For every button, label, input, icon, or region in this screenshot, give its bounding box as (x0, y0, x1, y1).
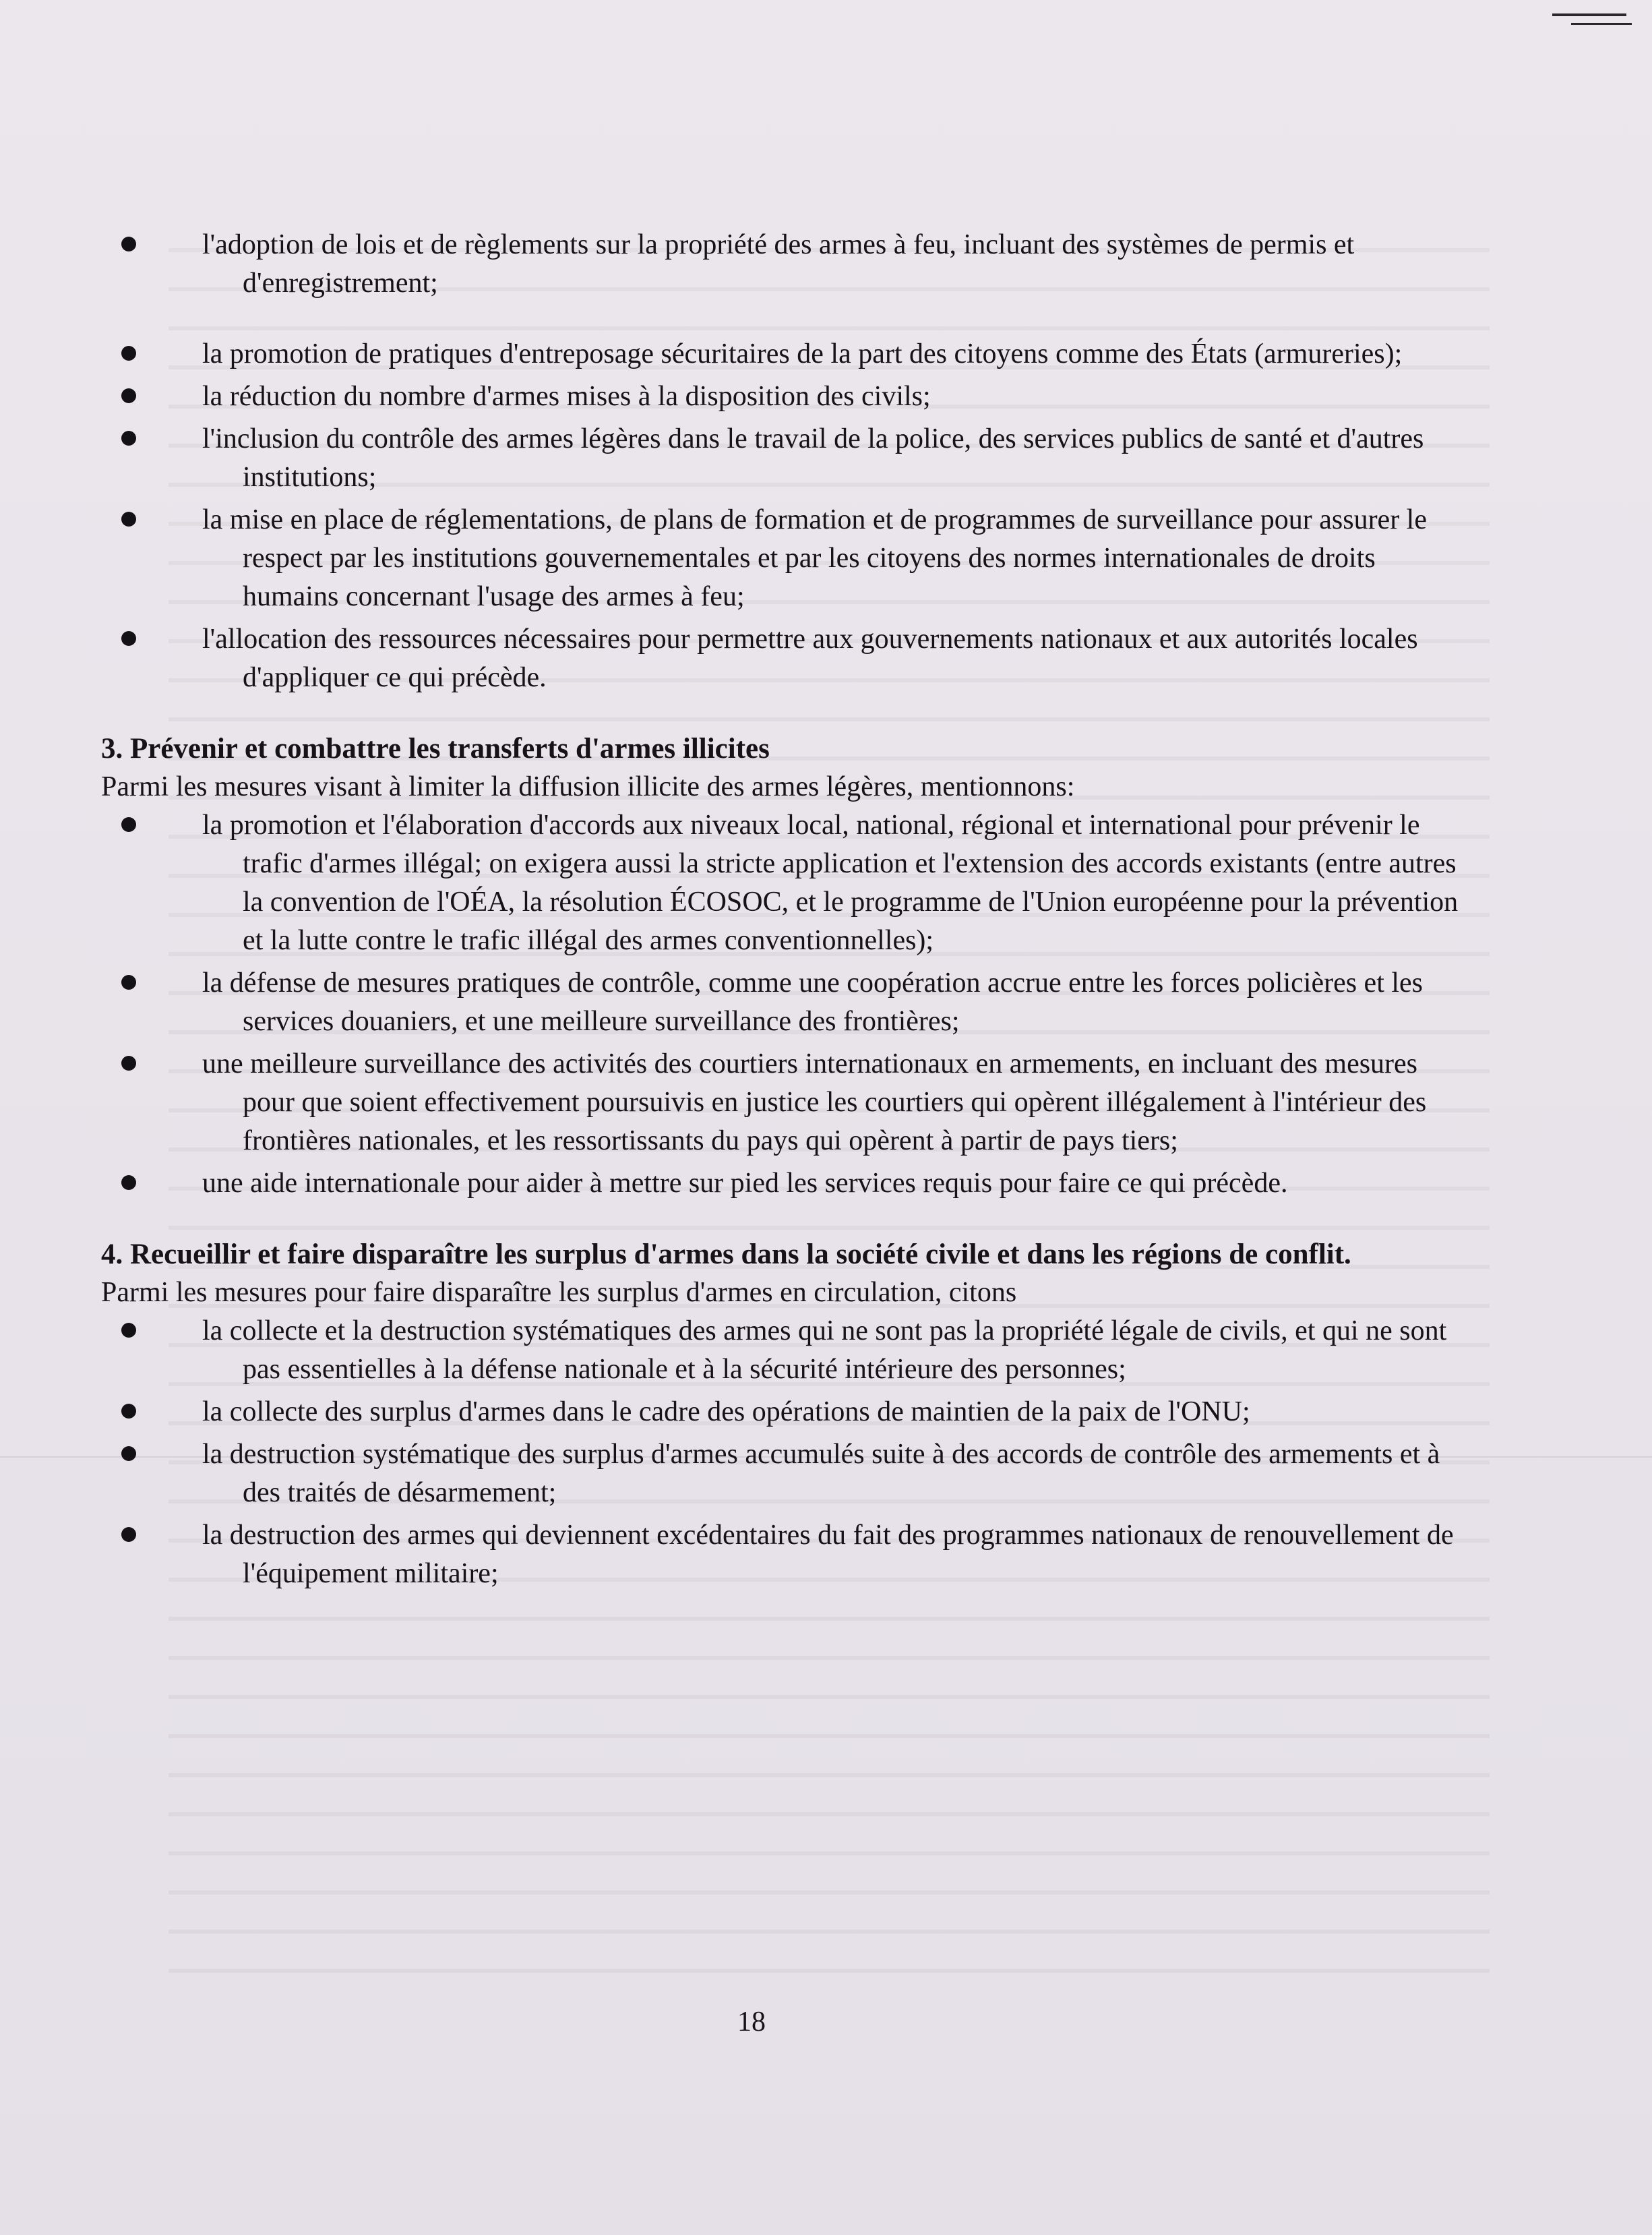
bullet-icon (121, 631, 136, 646)
bullet-icon (121, 817, 136, 832)
list-item (101, 1045, 1463, 1160)
bullet-icon (121, 1056, 136, 1071)
list-item-text: la promotion et l'élaboration d'accords aux niveaux local, national, régional et international pour prévenir le trafic d'armes illégal; on exigera aussi la stricte application et l'extension des accords existants (entre autres la convention de l'OÉA, la résolution ÉCOSOC, et le programme de l'Union européenne pour la prévention et la lutte contre le trafic illégal des armes conventionnelles); (202, 810, 1459, 956)
list-item (101, 226, 1463, 303)
list-item (101, 1312, 1463, 1389)
list-item-text: l'adoption de lois et de règlements sur la propriété des armes à feu, incluant des systèmes de permis et d'enregistrement; (202, 229, 1355, 299)
bullet-icon (121, 1446, 136, 1461)
bullet-icon (121, 1404, 136, 1419)
list-item (101, 1393, 1463, 1431)
section3-heading: 3. Prévenir et combattre les transferts d'armes illicites (101, 733, 770, 765)
bullet-icon (121, 1175, 136, 1190)
section4-intro: Parmi les mesures pour faire disparaître les surplus d'armes en circulation, citons (101, 1277, 1017, 1308)
list-item-text: la réduction du nombre d'armes mises à la disposition des civils; (202, 381, 931, 412)
list-item (101, 335, 1463, 374)
list-item-text: l'allocation des ressources nécessaires pour permettre aux gouvernements nationaux et aux autorités locales d'appliquer ce qui précède. (202, 624, 1418, 693)
list-item (101, 1164, 1463, 1203)
list-item-text: la collecte et la destruction systématiques des armes qui ne sont pas la propriété légale de civils, et qui ne sont pas essentielles à la défense nationale et à la sécurité intérieure des personnes; (202, 1315, 1447, 1385)
list-item (101, 1516, 1463, 1593)
section2-list (101, 226, 1463, 697)
list-item-text: la promotion de pratiques d'entreposage sécuritaires de la part des citoyens comme des États (armureries); (202, 338, 1403, 369)
list-item (101, 964, 1463, 1041)
bullet-icon (121, 512, 136, 527)
page-number: 18 (737, 2006, 766, 2037)
list-item-text: la destruction systématique des surplus d'armes accumulés suite à des accords de contrôle des armements et à des traités de désarmement; (202, 1439, 1440, 1508)
list-item-text: la défense de mesures pratiques de contrôle, comme une coopération accrue entre les forces policières et les services douaniers, et une meilleure surveillance des frontières; (202, 967, 1424, 1037)
list-item-text: la mise en place de réglementations, de plans de formation et de programmes de surveillance pour assurer le respect par les institutions gouvernementales et par les citoyens des normes internationales de droits humains concernant l'usage des armes à feu; (202, 504, 1427, 612)
list-item (101, 1435, 1463, 1512)
bullet-icon (121, 1527, 136, 1542)
list-item (101, 501, 1463, 616)
list-item-text: une meilleure surveillance des activités des courtiers internationaux en armements, en incluant des mesures pour que soient effectivement poursuivis en justice les courtiers qui opèrent illégalement à l'intérieur des frontières nationales, et les ressortissants du pays qui opèrent à partir de pays tiers; (202, 1048, 1427, 1156)
section3-list (101, 806, 1463, 1203)
list-item (101, 420, 1463, 497)
section4-heading: 4. Recueillir et faire disparaître les surplus d'armes dans la société civile et dans les régions de conflit. (101, 1239, 1351, 1270)
bullet-icon (121, 346, 136, 361)
list-item-text: une aide internationale pour aider à mettre sur pied les services requis pour faire ce qui précède. (202, 1168, 1288, 1199)
bullet-icon (121, 1323, 136, 1338)
list-item (101, 378, 1463, 416)
list-item-text: l'inclusion du contrôle des armes légères dans le travail de la police, des services publics de santé et d'autres institutions; (202, 423, 1424, 493)
section3-intro: Parmi les mesures visant à limiter la diffusion illicite des armes légères, mentionnons: (101, 771, 1075, 802)
section4-list (101, 1312, 1463, 1593)
bullet-icon (121, 237, 136, 251)
list-item (101, 620, 1463, 697)
corner-mark-secondary (1571, 23, 1632, 25)
corner-mark (1552, 13, 1626, 16)
document-body (101, 226, 1463, 1597)
bullet-icon (121, 975, 136, 990)
bullet-icon (121, 388, 136, 403)
bullet-icon (121, 431, 136, 446)
list-item-text: la destruction des armes qui deviennent excédentaires du fait des programmes nationaux de renouvellement de l'équipement militaire; (202, 1520, 1454, 1589)
list-item-text: la collecte des surplus d'armes dans le cadre des opérations de maintien de la paix de l'ONU; (202, 1396, 1250, 1427)
list-item (101, 806, 1463, 960)
